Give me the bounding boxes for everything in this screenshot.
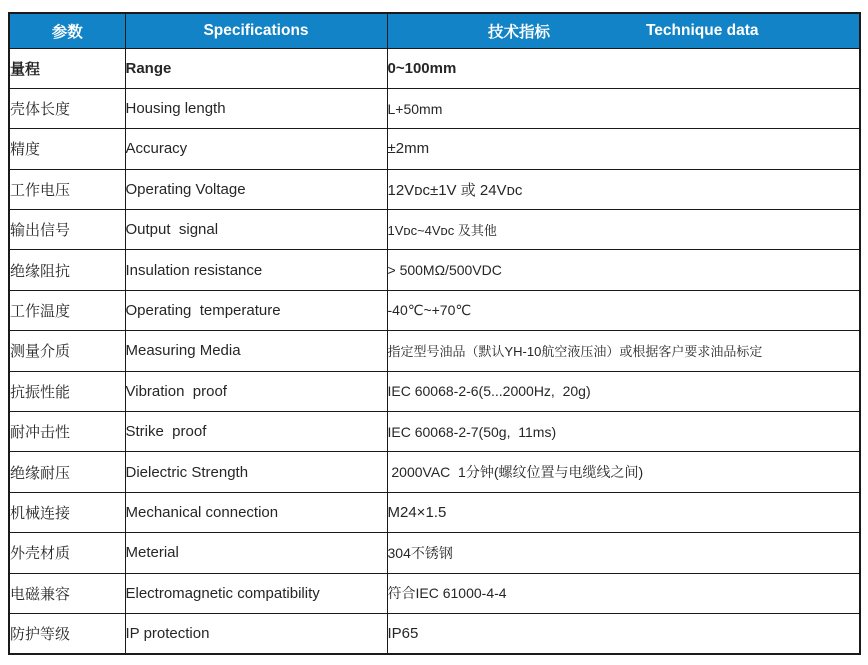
spec-cell: Accuracy — [125, 129, 387, 169]
header-row — [9, 13, 860, 48]
spec-cell: Insulation resistance — [125, 250, 387, 290]
spec-cell: Vibration proof — [125, 371, 387, 411]
spec-cell: Strike proof — [125, 412, 387, 452]
table-row-range — [9, 48, 860, 88]
header-value-zh: 技术指标 — [487, 23, 550, 41]
param-cell: 输出信号 — [9, 210, 125, 250]
spec-cell: Range — [125, 48, 387, 88]
param-cell: 机械连接 — [9, 492, 125, 532]
param-cell: 测量介质 — [9, 331, 125, 371]
header-cell-param: 参数 — [9, 13, 125, 48]
spec-cell: Output signal — [125, 210, 387, 250]
spec-cell: Mechanical connection — [125, 492, 387, 532]
param-cell: 外壳材质 — [9, 533, 125, 573]
param-cell: 精度 — [9, 129, 125, 169]
param-cell: 电磁兼容 — [9, 573, 125, 613]
table-row-output-signal — [9, 210, 860, 250]
table-body — [9, 48, 860, 654]
value-cell: IP65 — [387, 613, 860, 653]
value-cell: ±2mm — [387, 129, 860, 169]
table-row-material — [9, 533, 860, 573]
param-cell: 工作温度 — [9, 290, 125, 330]
value-cell: 符合IEC 61000-4-4 — [387, 573, 860, 613]
param-cell: 壳体长度 — [9, 88, 125, 128]
table-row-dielectric-strength — [9, 452, 860, 492]
value-cell: 12Vᴅᴄ±1V 或 24Vᴅᴄ — [387, 169, 860, 209]
spec-cell: Meterial — [125, 533, 387, 573]
table-row-ip-protection — [9, 613, 860, 653]
table-row-measuring-media — [9, 331, 860, 371]
header-value-flex — [388, 20, 860, 42]
table-row-mechanical-connection — [9, 492, 860, 532]
value-cell: 0~100mm — [387, 48, 860, 88]
table-row-housing-length — [9, 88, 860, 128]
spec-table — [8, 12, 861, 655]
header-cell-value — [387, 13, 860, 48]
value-cell: L+50mm — [387, 88, 860, 128]
header-cell-spec: Specifications — [125, 13, 387, 48]
param-cell: 抗振性能 — [9, 371, 125, 411]
param-cell: 工作电压 — [9, 169, 125, 209]
spec-cell: IP protection — [125, 613, 387, 653]
spec-cell: Measuring Media — [125, 331, 387, 371]
spec-cell: Operating Voltage — [125, 169, 387, 209]
spec-cell: Dielectric Strength — [125, 452, 387, 492]
spec-table-wrapper — [8, 12, 861, 655]
table-row-operating-voltage — [9, 169, 860, 209]
spec-cell: Operating temperature — [125, 290, 387, 330]
spec-cell: Electromagnetic compatibility — [125, 573, 387, 613]
table-row-insulation-resistance — [9, 250, 860, 290]
value-cell: 304不锈钢 — [387, 533, 860, 573]
param-cell: 绝缘耐压 — [9, 452, 125, 492]
param-cell: 防护等级 — [9, 613, 125, 653]
table-header — [9, 13, 860, 48]
value-cell: IEC 60068-2-7(50g, 11ms) — [387, 412, 860, 452]
param-cell: 耐冲击性 — [9, 412, 125, 452]
table-row-accuracy — [9, 129, 860, 169]
param-cell: 量程 — [9, 48, 125, 88]
table-row-vibration-proof — [9, 371, 860, 411]
table-row-electromagnetic-compatibility — [9, 573, 860, 613]
value-cell: -40℃~+70℃ — [387, 290, 860, 330]
value-cell: 指定型号油品（默认YH-10航空液压油）或根据客户要求油品标定 — [387, 331, 860, 371]
table-row-operating-temperature — [9, 290, 860, 330]
value-cell: > 500MΩ/500VDC — [387, 250, 860, 290]
table-row-strike-proof — [9, 412, 860, 452]
value-cell: 1Vᴅᴄ~4Vᴅᴄ 及其他 — [387, 210, 860, 250]
value-cell: 2000VAC 1分钟(螺纹位置与电缆线之间) — [387, 452, 860, 492]
header-value-en: Technique data — [645, 21, 759, 39]
value-cell: IEC 60068-2-6(5...2000Hz, 20g) — [387, 371, 860, 411]
value-cell: M24×1.5 — [387, 492, 860, 532]
param-cell: 绝缘阻抗 — [9, 250, 125, 290]
spec-cell: Housing length — [125, 88, 387, 128]
